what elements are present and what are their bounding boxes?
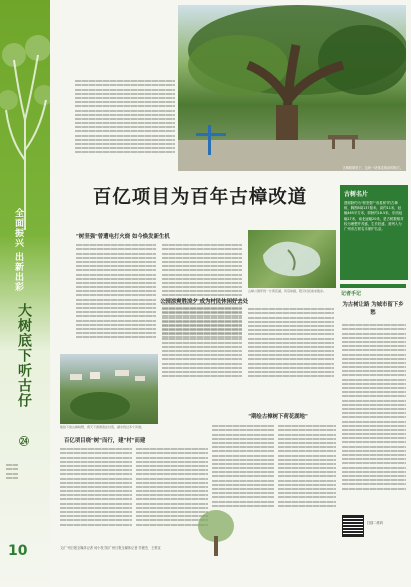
info-box	[340, 185, 408, 280]
editor-credits-side	[6, 462, 18, 492]
body-column-4	[248, 306, 334, 386]
subhead-2: 公园凉爽胜凉夕 成为村民休闲好去处	[160, 299, 249, 305]
aerial-illustration	[60, 354, 158, 424]
credits: 文/广州日报全媒体记者 何小枝 图/广州日报全媒体记者 苏俊杰、王维宣	[60, 546, 161, 550]
lake-illustration	[248, 230, 336, 288]
aerial-photo	[60, 354, 158, 424]
small-tree-illustration	[196, 508, 236, 558]
editor-note-body	[342, 322, 406, 512]
body-column-8	[278, 423, 336, 518]
subhead-4: "期绘古樟树下荷花湖地"	[248, 414, 308, 420]
issue-number: ㉔	[19, 437, 29, 448]
body-column-7	[212, 423, 274, 518]
headline: 百亿项目为百年古樟改道	[92, 187, 308, 208]
column-title: 大树底下听古仔	[16, 303, 32, 408]
editor-note-label: 记者手记	[341, 291, 362, 297]
aerial-caption: 航拍下的古樟树群，两天下游游落在村落，湖水绕过多个河道。	[60, 425, 145, 429]
lake-caption: 古樟公园环绕一片荷花湖，风景如画，吸引村民前来散步。	[248, 289, 327, 293]
camphor-tree-illustration	[178, 5, 406, 171]
body-column-1	[76, 242, 156, 350]
subhead-5: 为古树让路 为城市留下乡愁	[342, 302, 404, 316]
tree-illustration	[0, 0, 50, 230]
subhead-3: 百亿项目绕"树"而行，建"村"而建	[64, 438, 146, 444]
info-box-body: 建树龄约为"树坚强""寿星树"的古樟树，胸围8周137厘米，高约11米，冠幅465平方米，树龄约18.5米，东西冠幅17米，南北冠幅20米，是古树数相对较为理想并茂盛，生长旺盛，被列入为广州市古树名木保护名录。	[344, 201, 404, 232]
qr-code-icon[interactable]	[342, 515, 364, 537]
intro-text	[75, 78, 175, 178]
section-sidebar	[0, 0, 50, 587]
subhead-1: "树坚强"曾遭电打火烧 如今焕发新生机	[76, 234, 170, 240]
section-label-top: 全面振兴	[13, 208, 23, 248]
hero-caption: 古樟树荫底下，这块一块休息纳凉的地方。	[342, 166, 403, 170]
info-box-title: 古树名片	[344, 191, 369, 198]
hero-photo	[178, 5, 406, 171]
body-column-3	[162, 306, 242, 386]
page-number: 10	[8, 543, 28, 559]
lake-photo	[248, 230, 336, 288]
section-label-bottom: 出新出彩	[13, 252, 23, 292]
editor-note-bar	[340, 284, 406, 288]
qr-label: 扫描二维码	[367, 521, 383, 525]
body-column-5	[60, 446, 132, 538]
